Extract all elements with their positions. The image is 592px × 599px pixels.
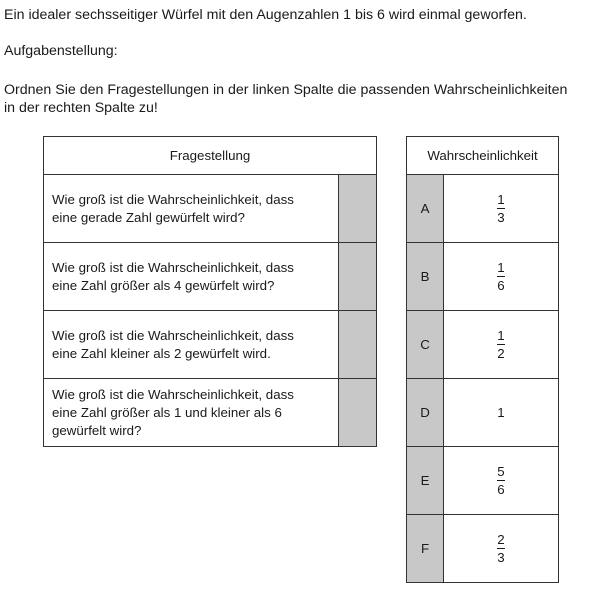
answer-box[interactable] [339, 311, 377, 379]
probability-value [444, 447, 559, 515]
probability-table [406, 136, 559, 583]
probability-value [444, 311, 559, 379]
question-table [43, 136, 377, 447]
option-letter: A [407, 175, 444, 243]
question-cell: Wie groß ist die Wahrscheinlichkeit, dass eine Zahl größer als 4 gewürfelt wird? [44, 243, 339, 311]
intro-text: Ein idealer sechsseitiger Würfel mit den Augenzahlen 1 bis 6 wird einmal geworfen. [4, 7, 527, 23]
answer-box[interactable] [339, 379, 377, 447]
task-heading: Aufgabenstellung: [4, 43, 118, 59]
option-letter: D [407, 379, 444, 447]
option-letter: C [407, 311, 444, 379]
instruction-line-1: Ordnen Sie den Fragestellungen in der linken Spalte die passenden Wahrscheinlichkeiten [4, 82, 568, 98]
probability-value: 1 [444, 379, 559, 447]
probability-value [444, 243, 559, 311]
probability-value [444, 175, 559, 243]
probability-table-header: Wahrscheinlichkeit [407, 137, 559, 175]
question-cell: Wie groß ist die Wahrscheinlichkeit, dass eine Zahl kleiner als 2 gewürfelt wird. [44, 311, 339, 379]
answer-box[interactable] [339, 243, 377, 311]
instruction-line-2: in der rechten Spalte zu! [4, 100, 158, 116]
fraction: $\frac{5}{6}$ [497, 464, 505, 497]
fraction: $\frac{2}{3}$ [497, 532, 505, 565]
answer-box[interactable] [339, 175, 377, 243]
question-table-header: Fragestellung [44, 137, 377, 175]
option-letter: B [407, 243, 444, 311]
option-letter: F [407, 515, 444, 583]
question-cell: Wie groß ist die Wahrscheinlichkeit, dass eine Zahl größer als 1 und kleiner als 6 gewürfelt wird? [44, 379, 339, 447]
fraction: $\frac{1}{2}$ [497, 328, 505, 361]
fraction: $\frac{1}{6}$ [497, 260, 505, 293]
option-letter: E [407, 447, 444, 515]
probability-value [444, 515, 559, 583]
fraction: $\frac{1}{3}$ [497, 192, 505, 225]
question-cell: Wie groß ist die Wahrscheinlichkeit, dass eine gerade Zahl gewürfelt wird? [44, 175, 339, 243]
